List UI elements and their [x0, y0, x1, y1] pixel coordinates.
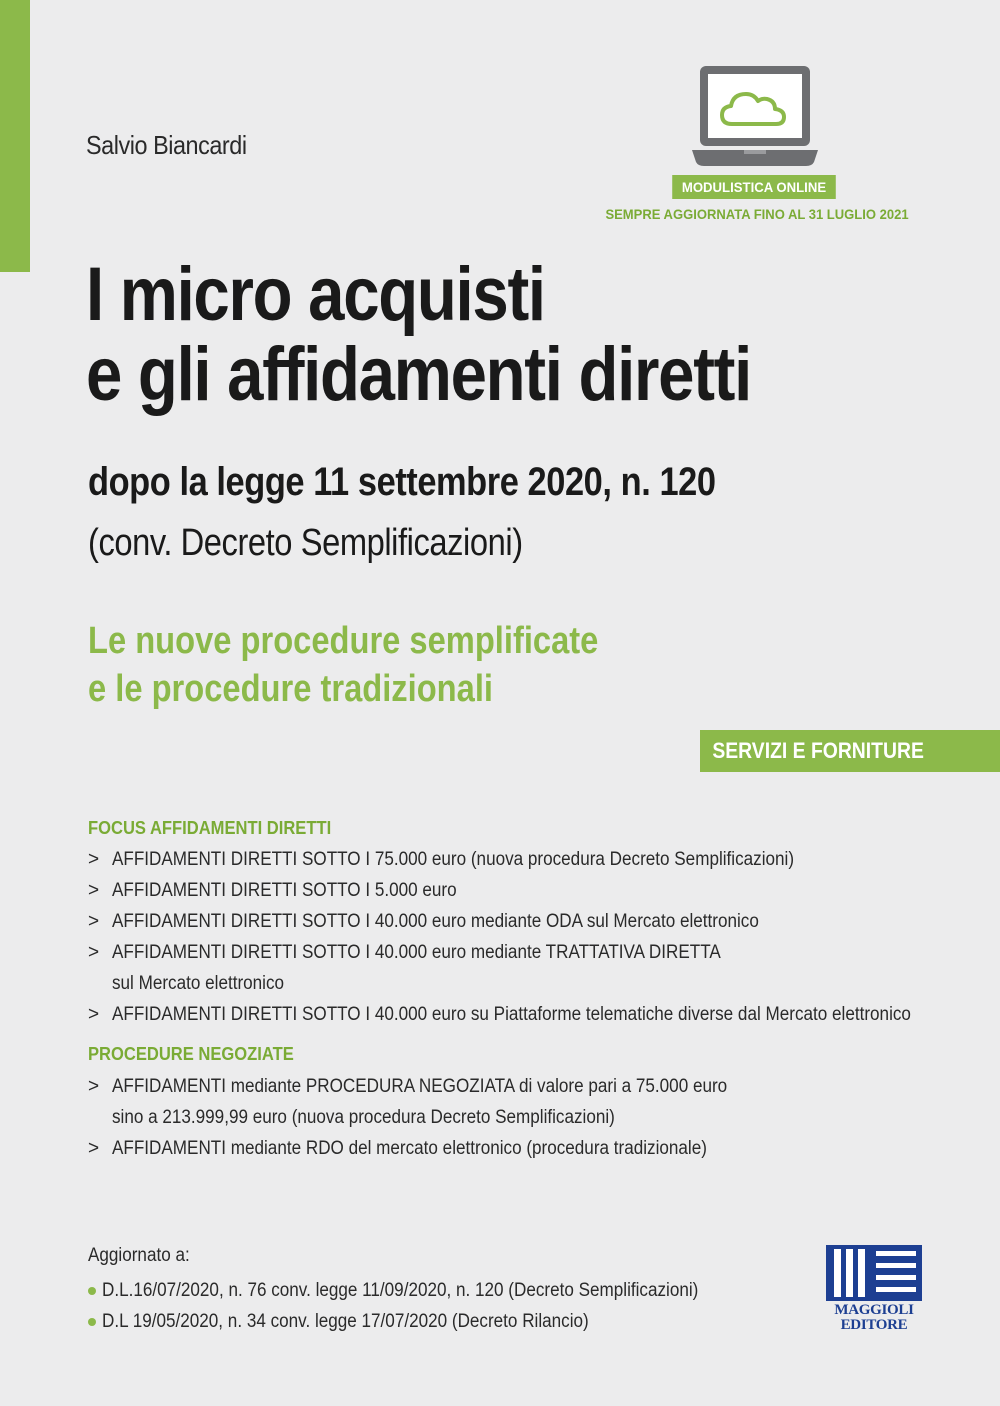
updated-list [88, 1275, 765, 1337]
highlight-heading [88, 617, 598, 713]
list-item: > AFFIDAMENTI DIRETTI SOTTO I 5.000 euro [88, 875, 1000, 906]
arrow-icon: > [88, 942, 100, 963]
subtitle-line-1: dopo la legge 11 settembre 2020, n. 120 [88, 460, 716, 504]
book-title [86, 252, 752, 417]
modulistica-badge: MODULISTICA ONLINE [672, 175, 836, 199]
list-item: > AFFIDAMENTI DIRETTI SOTTO I 40.000 euro su Piattaforme telematiche diverse dal Mercato elettronico [88, 999, 1000, 1030]
list-item: D.L 19/05/2020, n. 34 conv. legge 17/07/2020 (Decreto Rilancio) [88, 1306, 765, 1337]
accent-bar [0, 0, 30, 272]
bullet-icon [88, 1318, 96, 1326]
focus-list [88, 844, 1000, 1030]
subtitle-line-2: (conv. Decreto Semplificazioni) [88, 522, 523, 564]
bullet-icon [88, 1287, 96, 1295]
arrow-icon: > [88, 1076, 100, 1097]
negoziate-list [88, 1071, 796, 1164]
arrow-icon: > [88, 1138, 100, 1159]
updated-label: Aggiornato a: [88, 1245, 190, 1266]
list-item: > AFFIDAMENTI mediante PROCEDURA NEGOZIATA di valore pari a 75.000 euro sino a 213.999,99 euro (nuova procedura Decreto Semplificazioni) [88, 1071, 796, 1133]
arrow-icon: > [88, 849, 100, 870]
highlight-line-2: e le procedure tradizionali [88, 668, 493, 710]
title-line-1: I micro acquisti [86, 252, 545, 337]
list-item: > AFFIDAMENTI DIRETTI SOTTO I 40.000 euro mediante ODA sul Mercato elettronico [88, 906, 1000, 937]
badge-subtitle: SEMPRE AGGIORNATA FINO AL 31 LUGLIO 2021 [605, 206, 909, 222]
author-name: Salvio Biancardi [86, 130, 247, 160]
category-tag [700, 730, 1000, 772]
publisher-logo-mark [826, 1245, 922, 1301]
arrow-icon: > [88, 1004, 100, 1025]
laptop-cloud-icon [688, 62, 822, 170]
arrow-icon: > [88, 880, 100, 901]
focus-section-title: FOCUS AFFIDAMENTI DIRETTI [88, 818, 332, 838]
list-item: > AFFIDAMENTI DIRETTI SOTTO I 75.000 euro (nuova procedura Decreto Semplificazioni) [88, 844, 1000, 875]
list-item: > AFFIDAMENTI mediante RDO del mercato elettronico (procedura tradizionale) [88, 1133, 796, 1164]
category-tag-label: SERVIZI E FORNITURE [712, 738, 924, 763]
arrow-icon: > [88, 911, 100, 932]
list-item: D.L.16/07/2020, n. 76 conv. legge 11/09/2020, n. 120 (Decreto Semplificazioni) [88, 1275, 765, 1306]
list-item: > AFFIDAMENTI DIRETTI SOTTO I 40.000 euro mediante TRATTATIVA DIRETTA sul Mercato elettronico [88, 937, 1000, 999]
highlight-line-1: Le nuove procedure semplificate [88, 620, 599, 662]
title-line-2: e gli affidamenti diretti [86, 332, 752, 417]
negoziate-section-title: PROCEDURE NEGOZIATE [88, 1044, 294, 1064]
publisher-name: MAGGIOLI EDITORE [834, 1302, 914, 1333]
publisher-logo [822, 1245, 926, 1333]
